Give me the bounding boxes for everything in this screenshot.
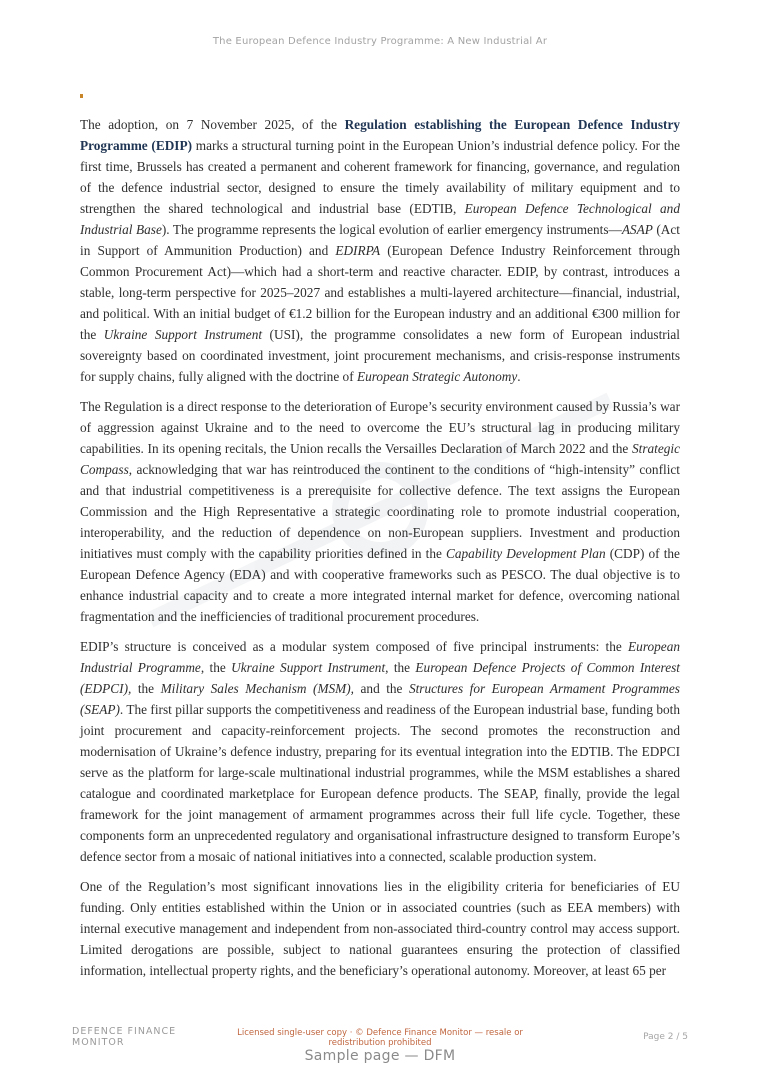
p3-text: , the [200,660,232,675]
p1-text: marks a structural turning point in the European Union’s industrial defence policy. For the first time, Brussels has created a permanent and coherent framework for financing, governance, and regulation of the defence industrial sector, designed to ensure the timely availability of military equipment and to strengthen the shared technological and industrial base (EDTIB, [80,138,680,216]
p3-text: the [131,681,161,696]
p3-text: , the [385,660,416,675]
regulation-title: Regulation establishing the European Defence Industry Programme (EDIP) [80,117,680,153]
p1-text: (European Defence Industry Reinforcement through Common Procurement Act)—which had a short-term and reactive character. EDIP, by contrast, introduces a stable, long-term perspective for 2025–2027 and establishes a multi-layered architecture—financial, industrial, and political. With an initial budget of €1.2 billion for the European industry and an additional €300 million for the [80,243,680,342]
p3-text: EDIP’s structure is conceived as a modular system composed of five principal instruments: the [80,639,629,654]
p2-emphasis: Strategic Compass [80,441,680,477]
p1-text: (USI), the programme consolidates a new form of European industrial sovereignty based on coordinated investment, joint procurement mechanisms, and crisis-response instruments for supply chains, fully aligned with the doctrine of [80,327,680,384]
p2-text: The Regulation is a direct response to the deterioration of Europe’s security environment caused by Russia’s war of aggression against Ukraine and to the need to overcome the EU’s structural lag in producing military capabilities. In its opening recitals, the Union recalls the Versailles Declaration of March 2022 and the [80,399,680,456]
footer-brand-line2: MONITOR [72,1037,125,1048]
p3-emphasis: Structures for European Armament Programmes (SEAP) [80,681,680,717]
footer-license-notice: Licensed single-user copy · © Defence Finance Monitor — resale or redistribution prohibited [237,1028,523,1048]
p1-emphasis: European Strategic Autonomy [356,369,518,384]
p1-emphasis: ASAP [621,222,653,237]
p4-text: One of the Regulation’s most significant innovations lies in the eligibility criteria for beneficiaries of EU funding. Only entities established within the Union or in associated countries (such as EEA members) with internal executive management and independent from non-associated third-country control may access support. Limited derogations are possible, subject to national guarantees ensuring the protection of classified information, intellectual property rights, and the beneficiary’s operational autonomy. Moreover, at least 65 per [80,879,680,978]
paragraph-3 [80,636,680,867]
p1-text: ). The programme represents the logical evolution of earlier emergency instruments— [161,222,622,237]
p1-text: (Act in Support of Ammunition Production) and [80,222,681,258]
p2-text: , acknowledging that war has reintroduced the continent to the conditions of “high-intensity” conflict and that industrial competitiveness is a prerequisite for collective defence. The text assigns the European Commission and the High Representative a strategic coordinating role to promote industrial cooperation, interoperability, and the reduction of dependence on non-European suppliers. Investment and production initiatives must comply with the capability priorities defined in the [80,462,680,561]
p2-emphasis: Capability Development Plan [446,546,606,561]
p3-text: and the [354,681,409,696]
sample-page-label: Sample page — DFM [304,1048,456,1064]
footer-brand [72,1026,192,1048]
p3-emphasis: Ukraine Support Instrument [231,660,386,675]
p2-text: (CDP) of the European Defence Agency (EDA) and with cooperative frameworks such as PESCO. The dual objective is to enhance industrial capacity and to create a more integrated internal market for defence, overcoming national fragmentation and the inefficiencies of traditional procurement procedures. [80,546,680,624]
page-number: Page 2 / 5 [643,1032,688,1042]
paragraph-2 [80,396,680,627]
paragraph-1 [80,114,680,387]
p3-emphasis: European Industrial Programme [80,639,680,675]
p1-text: . [517,369,521,384]
document-body [80,114,680,990]
p1-emphasis: Ukraine Support Instrument [103,327,263,342]
p3-text: . The first pillar supports the competitiveness and readiness of the European industrial base, funding both joint procurement and capacity-reinforcement projects. The second promotes the reconstruction and modernisation of Ukraine’s defence industry, preparing for its eventual integration into the EDTIB. The EDPCI serve as the platform for large-scale multinational industrial programmes, while the MSM establishes a shared catalogue and coordinated marketplace for European defence products. The SEAP, finally, provide the legal framework for the joint management of armament programmes across their full life cycle. Together, these components form an unprecedented regulatory and organisational infrastructure designed to transform Europe’s defence sector from a mosaic of national initiatives into a connected, scalable production system. [80,702,680,864]
p1-emphasis: EDIRPA [335,243,381,258]
section-marker [80,94,83,98]
p1-text: The adoption, on 7 November 2025, of the [80,117,345,132]
p3-emphasis: Military Sales Mechanism (MSM), [160,681,355,696]
paragraph-4 [80,876,680,981]
running-header: The European Defence Industry Programme: A New Industrial Ar [212,36,548,47]
p3-emphasis: European Defence Projects of Common Interest (EDPCI), [80,660,680,696]
footer-brand-line1: DEFENCE FINANCE [72,1026,177,1037]
p1-emphasis: European Defence Technological and Industrial Base [80,201,680,237]
